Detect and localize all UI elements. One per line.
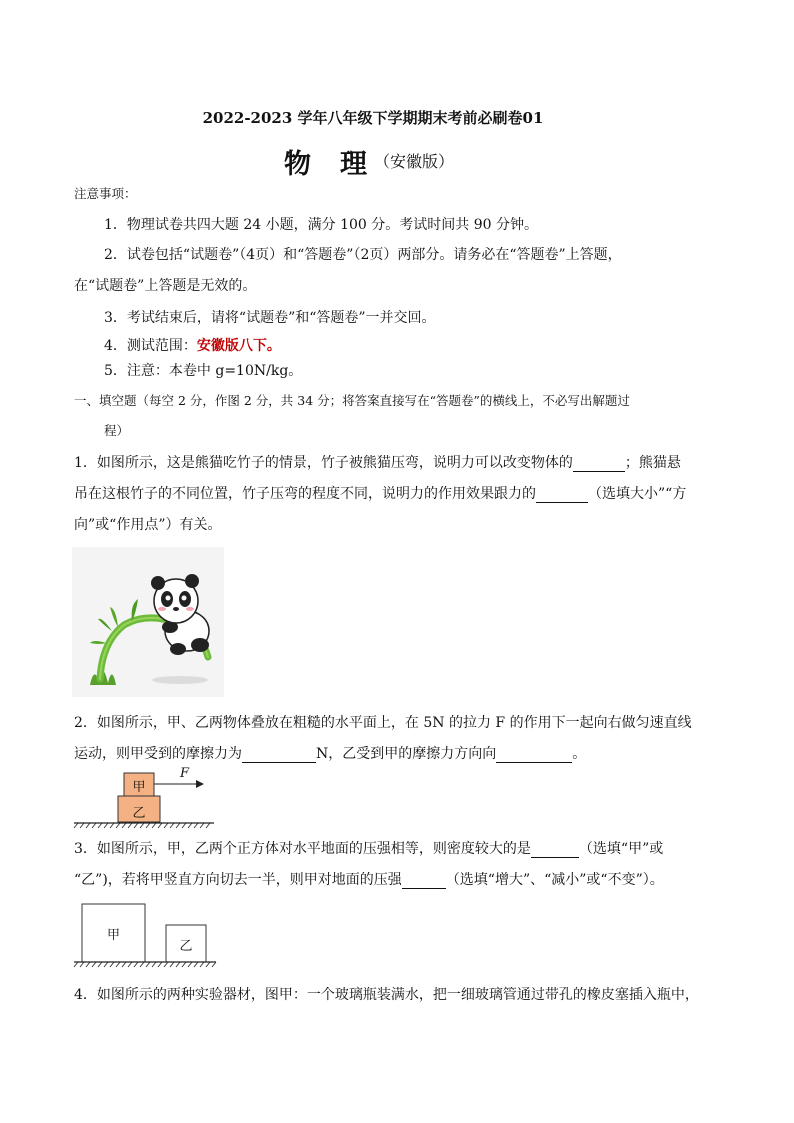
note-4 <box>104 337 281 355</box>
q4-line1: 4．如图所示的两种实验器材，图甲：一个玻璃瓶装满水，把一细玻璃管通过带孔的橡皮塞插入瓶中， <box>74 987 699 1003</box>
note-2b: 在“试题卷”上答题是无效的。 <box>74 278 257 294</box>
q1-blank-2[interactable] <box>536 488 588 503</box>
q3-line1 <box>74 840 663 858</box>
q2-line1: 2．如图所示，甲、乙两物体叠放在粗糙的水平面上，在 5N 的拉力 F 的作用下一起向右做匀速直线 <box>74 715 692 731</box>
section-heading-line1: 一、填空题（每空 2 分，作图 2 分，共 34 分；将答案直接写在“答题卷”的横线上，不必写出解题过 <box>74 393 630 408</box>
subject-title: 物 理 <box>284 149 368 180</box>
q1-text-c: 吊在这根竹子的不同位置，竹子压弯的程度不同，说明力的作用效果跟力的 <box>74 486 536 502</box>
q1-line1 <box>74 454 681 472</box>
q2-blank-1[interactable] <box>242 748 316 763</box>
q1-blank-1[interactable] <box>573 457 625 472</box>
q2-line2 <box>74 745 586 763</box>
block-jia-label: 甲 <box>132 780 146 795</box>
note-4-prefix: 4．测试范围： <box>104 338 197 354</box>
q3-blank-1[interactable] <box>531 843 579 858</box>
q1-text-a: 1．如图所示，这是熊猫吃竹子的情景，竹子被熊猫压弯，说明力可以改变物体的 <box>74 455 573 471</box>
q1-text-d: （选填大小”“方 <box>588 486 687 502</box>
q2-text-a: 运动，则甲受到的摩擦力为 <box>74 746 242 762</box>
q3-line2 <box>74 871 664 889</box>
note-2a: 2．试卷包括“试题卷”（4页）和“答题卷”（2页）两部分。请务必在“答题卷”上答题， <box>104 247 622 263</box>
note-4-range: 安徽版八下。 <box>196 338 281 354</box>
q3-text-b: （选填“甲”或 <box>578 841 664 857</box>
q3-blank-2[interactable] <box>402 874 446 889</box>
stacked-blocks-figure <box>72 768 222 830</box>
q2-text-c: 。 <box>572 746 587 762</box>
force-f-label: F <box>180 766 190 781</box>
q3-text-c: “乙”)，若将甲竖直方向切去一半，则甲对地面的压强 <box>74 872 402 888</box>
note-5: 5．注意：本卷中 g=10N/kg。 <box>104 363 303 379</box>
cube-yi-label: 乙 <box>179 939 193 954</box>
two-cubes-figure <box>72 900 222 972</box>
q3-text-a: 3．如图所示，甲，乙两个正方体对水平地面的压强相等，则密度较大的是 <box>74 841 531 857</box>
q2-text-b: N，乙受到甲的摩擦力方向向 <box>316 746 497 762</box>
q1-line3: 向”或“作用点”）有关。 <box>74 517 222 533</box>
q1-line2 <box>74 485 686 503</box>
note-1: 1．物理试卷共四大题 24 小题，满分 100 分。考试时间共 90 分钟。 <box>104 217 538 233</box>
note-3: 3．考试结束后，请将“试题卷”和“答题卷”一并交回。 <box>104 310 436 326</box>
exam-title: 2022-2023 学年八年级下学期期末考前必刷卷01 <box>202 109 544 127</box>
edition-label: （安徽版） <box>374 152 455 171</box>
panda-bamboo-figure <box>72 547 224 697</box>
block-yi-label: 乙 <box>132 806 146 821</box>
panda-illustration <box>72 547 224 697</box>
q3-text-d: （选填“增大”、“减小”或“不变”）。 <box>445 872 664 888</box>
q2-blank-2[interactable] <box>496 748 572 763</box>
cube-jia-label: 甲 <box>106 928 120 943</box>
notes-heading: 注意事项： <box>74 186 137 201</box>
section-heading-line2: 程） <box>104 423 130 438</box>
q1-text-b: ；熊猫悬 <box>624 455 681 471</box>
